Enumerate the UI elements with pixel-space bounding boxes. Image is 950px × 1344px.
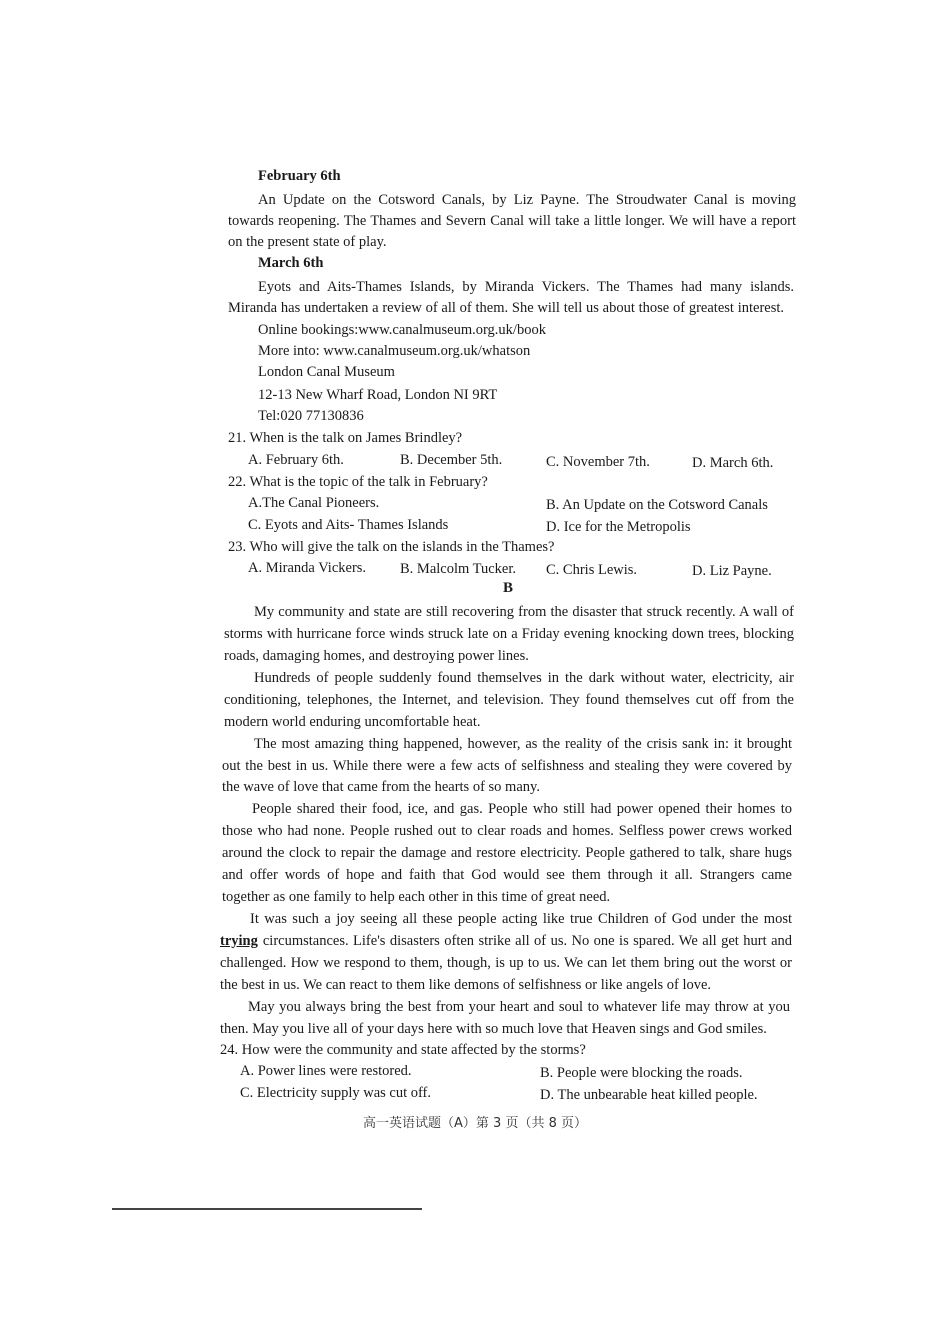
passage-p1-line-1: My community and state are still recovering from the disaster that struck recently. A wall of: [254, 604, 794, 620]
q22-option-b[interactable]: B. An Update on the Cotsword Canals: [546, 497, 768, 513]
section-b-heading: B: [503, 580, 514, 596]
passage-p5-line-1: It was such a joy seeing all these people acting like true Children of God under the most: [250, 911, 792, 927]
event-date-feb: February 6th: [258, 168, 341, 184]
passage-p3-line-2: out the best in us. While there were a few acts of selfishness and stealing they were covered by: [222, 758, 792, 774]
page-footer: 高一英语试题（A）第 3 页（共 8 页）: [363, 1116, 587, 1131]
event-mar-line-1: Eyots and Aits-Thames Islands, by Miranda Vickers. The Thames had many islands.: [258, 279, 794, 295]
passage-p5-line-2: circumstances. Life's disasters often strike all of us. No one is spared. We all get hurt and: [262, 933, 792, 949]
q21-option-a[interactable]: A. February 6th.: [248, 452, 344, 468]
event-mar-line-2: Miranda has undertaken a review of all of them. She will tell us about those of greatest interest.: [228, 300, 784, 316]
contact-more-info: More into: www.canalmuseum.org.uk/whatson: [258, 343, 531, 359]
passage-p5-line-2-wrap: [220, 931, 792, 951]
passage-p3-line-3: the wave of love that came from the hearts of so many.: [222, 779, 540, 795]
contact-bookings: Online bookings:www.canalmuseum.org.uk/book: [258, 322, 546, 338]
event-date-mar: March 6th: [258, 255, 324, 271]
passage-p4-line-2: those who had none. People rushed out to clear roads and homes. Selfless power crews worked: [222, 823, 792, 839]
q23-option-a[interactable]: A. Miranda Vickers.: [248, 560, 367, 576]
q22-option-d[interactable]: D. Ice for the Metropolis: [546, 519, 691, 535]
contact-address: 12-13 New Wharf Road, London NI 9RT: [258, 387, 498, 403]
passage-p2-line-1: Hundreds of people suddenly found themselves in the dark without water, electricity, air: [254, 670, 794, 686]
passage-p4-line-3: around the clock to repair the damage and restore electricity. People gathered to talk, share hugs: [222, 845, 792, 861]
q22-option-c[interactable]: C. Eyots and Aits- Thames Islands: [248, 517, 449, 533]
event-feb-line-3: on the present state of play.: [228, 234, 387, 250]
passage-p2-line-3: modern world enduring uncomfortable heat.: [224, 714, 481, 730]
question-24: 24. How were the community and state affected by the storms?: [220, 1042, 586, 1058]
q21-option-c[interactable]: C. November 7th.: [546, 454, 650, 470]
contact-museum-name: London Canal Museum: [258, 364, 395, 380]
q21-option-d[interactable]: D. March 6th.: [692, 455, 774, 471]
passage-p4-line-4: and offer words of hope and faith that God would see them through it all. Strangers came: [222, 867, 792, 883]
passage-p3-line-1: The most amazing thing happened, however, as the reality of the crisis sank in: it brought: [254, 736, 792, 752]
passage-p4-line-5: together as one family to help each other in this time of great need.: [222, 889, 611, 905]
underlined-word: trying: [220, 933, 258, 949]
passage-p1-line-2: storms with hurricane force winds struck late on a Friday evening knocking down trees, blocking: [224, 626, 794, 642]
passage-p2-line-2: conditioning, telephones, the Internet, and television. They found themselves cut off from the: [224, 692, 794, 708]
q22-option-a[interactable]: A.The Canal Pioneers.: [248, 495, 380, 511]
passage-p5-line-4: the best in us. We can react to them like demons of selfishness or like angels of love.: [220, 977, 712, 993]
bottom-rule: [112, 1208, 422, 1210]
contact-tel: Tel:020 77130836: [258, 408, 364, 424]
q23-option-b[interactable]: B. Malcolm Tucker.: [400, 561, 517, 577]
q21-option-b[interactable]: B. December 5th.: [400, 452, 503, 468]
q24-option-b[interactable]: B. People were blocking the roads.: [540, 1065, 743, 1081]
q24-option-a[interactable]: A. Power lines were restored.: [240, 1063, 412, 1079]
passage-p1-line-3: roads, damaging homes, and destroying power lines.: [224, 648, 529, 664]
passage-p6-line-1: May you always bring the best from your heart and soul to whatever life may throw at you: [248, 999, 790, 1015]
q23-option-c[interactable]: C. Chris Lewis.: [546, 562, 638, 578]
passage-p6-line-2: then. May you live all of your days here with so much love that Heaven sings and God smiles.: [220, 1021, 767, 1037]
passage-p4-line-1: People shared their food, ice, and gas. People who still had power opened their homes to: [252, 801, 792, 817]
q24-option-c[interactable]: C. Electricity supply was cut off.: [240, 1085, 432, 1101]
event-feb-line-1: An Update on the Cotsword Canals, by Liz Payne. The Stroudwater Canal is moving: [258, 192, 796, 208]
passage-p5-line-3: challenged. How we respond to them, though, is up to us. We can let them bring out the worst or: [220, 955, 792, 971]
question-21: 21. When is the talk on James Brindley?: [228, 430, 463, 446]
event-feb-line-2: towards reopening. The Thames and Severn Canal will take a little longer. We will have a report: [228, 213, 796, 229]
q24-option-d[interactable]: D. The unbearable heat killed people.: [540, 1087, 758, 1103]
q23-option-d[interactable]: D. Liz Payne.: [692, 563, 772, 579]
question-22: 22. What is the topic of the talk in February?: [228, 474, 488, 490]
question-23: 23. Who will give the talk on the islands in the Thames?: [228, 539, 555, 555]
